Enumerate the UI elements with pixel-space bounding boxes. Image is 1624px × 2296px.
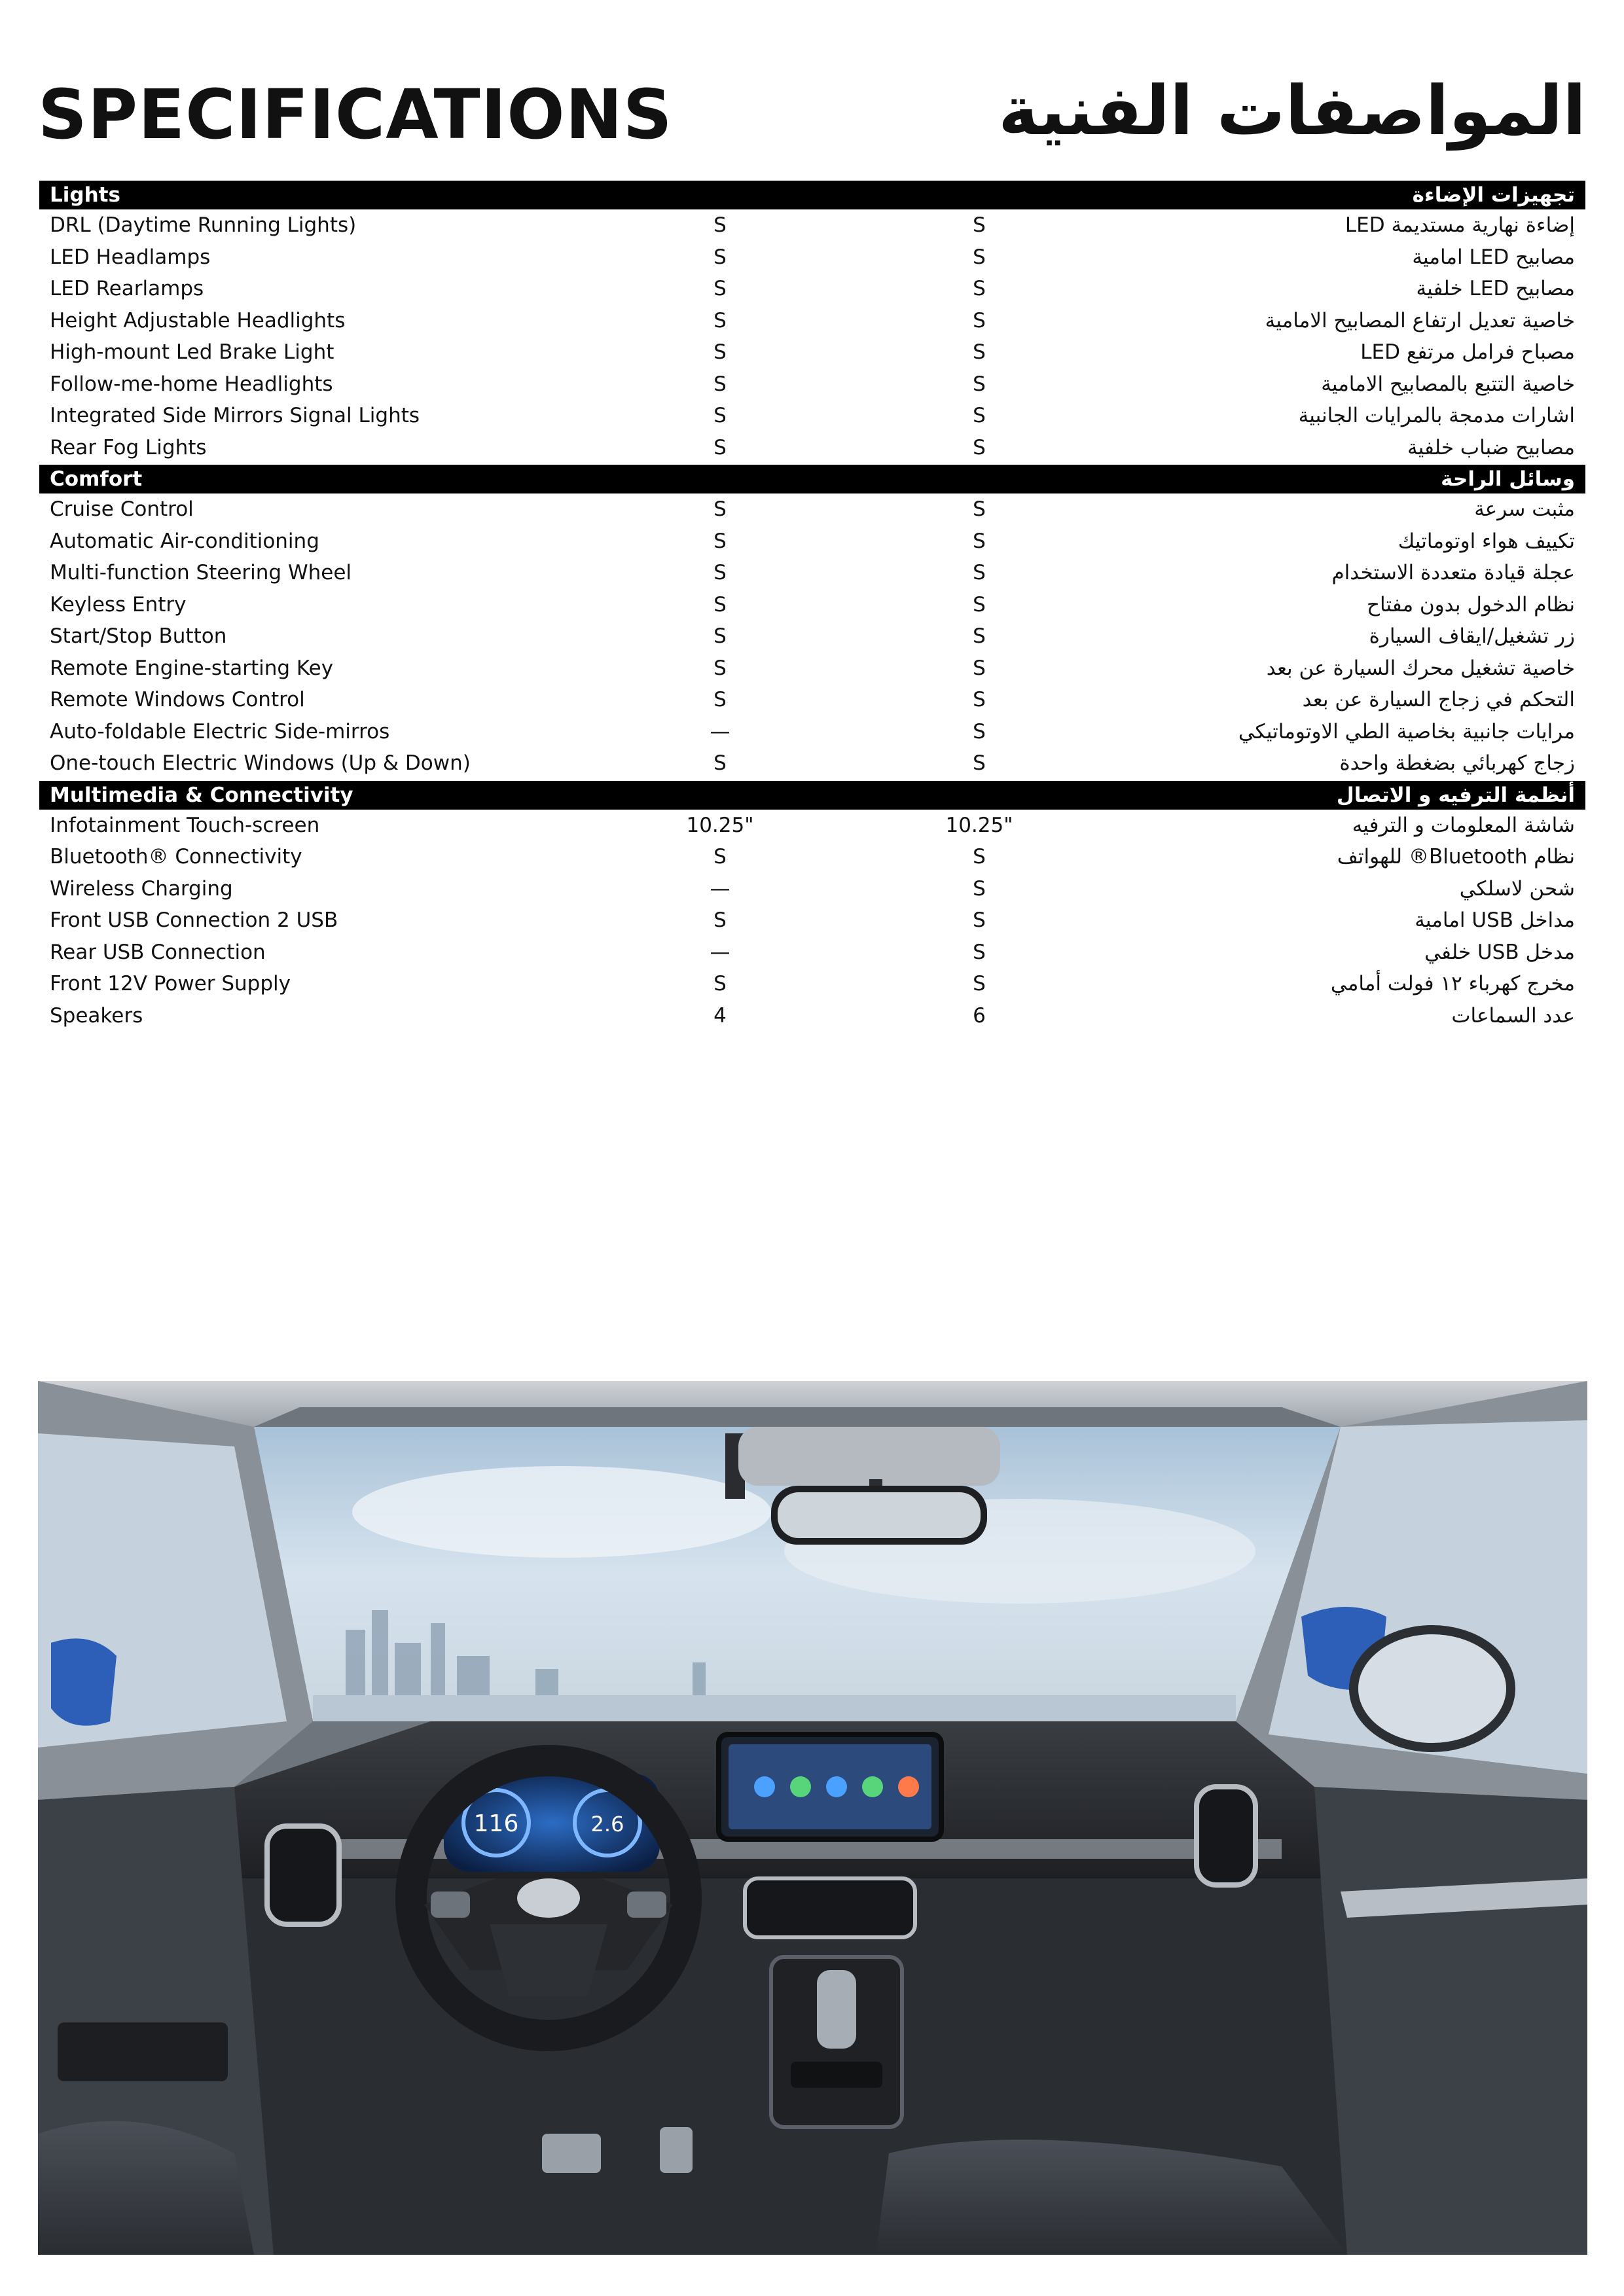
value-variant-1: — xyxy=(710,719,731,744)
table-row xyxy=(39,526,1585,558)
feature-name-ar: خاصية تعديل ارتفاع المصابيح الامامية xyxy=(1265,308,1575,332)
value-variant-1: S xyxy=(713,561,727,585)
value-variant-1: S xyxy=(713,751,727,776)
feature-name-ar: اشارات مدمجة بالمرايات الجانبية xyxy=(1298,404,1575,428)
feature-name-en: Front USB Connection 2 USB xyxy=(50,908,338,933)
table-row xyxy=(39,336,1585,368)
feature-name-en: Cruise Control xyxy=(50,497,194,522)
feature-name-en: Bluetooth® Connectivity xyxy=(50,845,302,869)
section-header xyxy=(39,465,1585,493)
feature-name-en: Remote Engine-starting Key xyxy=(50,656,334,680)
value-variant-1: S xyxy=(713,245,727,269)
value-variant-1: S xyxy=(713,688,727,712)
table-row xyxy=(39,305,1585,337)
feature-name-en: LED Headlamps xyxy=(50,245,211,269)
value-variant-1: 4 xyxy=(713,1003,727,1028)
value-variant-2: S xyxy=(973,719,986,744)
table-row xyxy=(39,368,1585,401)
cluster-value: 2.6 xyxy=(590,1812,624,1837)
section-title-ar: وسائل الراحة xyxy=(1441,467,1575,491)
feature-name-ar: زر تشغيل/ايقاف السيارة xyxy=(1369,624,1575,649)
feature-name-ar: مثبت سرعة xyxy=(1474,497,1575,522)
table-row xyxy=(39,242,1585,274)
section-lights xyxy=(39,181,1585,463)
feature-name-en: Rear USB Connection xyxy=(50,940,266,964)
feature-name-ar: نظام الدخول بدون مفتاح xyxy=(1366,592,1575,617)
table-row xyxy=(39,684,1585,716)
value-variant-2: S xyxy=(973,624,986,649)
section-title-en: Multimedia & Connectivity xyxy=(50,783,353,807)
table-row xyxy=(39,810,1585,842)
table-row xyxy=(39,937,1585,969)
value-variant-2: S xyxy=(973,908,986,933)
feature-name-en: Rear Fog Lights xyxy=(50,435,207,459)
table-row xyxy=(39,493,1585,526)
feature-name-en: LED Rearlamps xyxy=(50,277,204,301)
table-row xyxy=(39,589,1585,621)
cluster-speed: 116 xyxy=(473,1810,519,1837)
table-row xyxy=(39,716,1585,748)
feature-name-ar: عدد السماعات xyxy=(1451,1003,1575,1028)
feature-name-en: Speakers xyxy=(50,1003,143,1028)
feature-name-en: One-touch Electric Windows (Up & Down) xyxy=(50,751,471,776)
value-variant-1: S xyxy=(713,972,727,996)
value-variant-2: 10.25" xyxy=(945,813,1013,837)
table-row xyxy=(39,400,1585,432)
feature-name-ar: خاصية التتبع بالمصابيح الامامية xyxy=(1321,372,1575,396)
value-variant-1: — xyxy=(710,876,731,901)
section-comfort xyxy=(39,465,1585,780)
section-title-en: Comfort xyxy=(50,467,143,491)
value-variant-1: S xyxy=(713,404,727,428)
feature-name-ar: مدخل USB خلفي xyxy=(1424,940,1575,964)
section-header xyxy=(39,781,1585,810)
value-variant-2: S xyxy=(973,656,986,680)
value-variant-1: S xyxy=(713,656,727,680)
interior-photo xyxy=(38,1381,1587,2255)
value-variant-2: S xyxy=(973,404,986,428)
value-variant-2: S xyxy=(973,751,986,776)
feature-name-ar: مصباح فرامل مرتفع LED xyxy=(1360,340,1575,365)
value-variant-1: S xyxy=(713,845,727,869)
section-title-ar: تجهيزات الإضاءة xyxy=(1412,183,1575,207)
table-row xyxy=(39,432,1585,464)
feature-name-en: Height Adjustable Headlights xyxy=(50,308,346,332)
value-variant-1: S xyxy=(713,624,727,649)
value-variant-2: S xyxy=(973,688,986,712)
table-row xyxy=(39,747,1585,780)
feature-name-ar: شحن لاسلكي xyxy=(1459,876,1575,901)
value-variant-1: 10.25" xyxy=(686,813,754,837)
feature-name-en: Wireless Charging xyxy=(50,876,233,901)
feature-name-ar: مرايات جانبية بخاصية الطي الاوتوماتيكي xyxy=(1238,719,1575,744)
feature-name-ar: شاشة المعلومات و الترفيه xyxy=(1352,813,1575,837)
feature-name-ar: مصابيح LED امامية xyxy=(1412,245,1575,269)
page-title-en: SPECIFICATIONS xyxy=(38,75,673,154)
feature-name-en: Integrated Side Mirrors Signal Lights xyxy=(50,404,420,428)
table-row xyxy=(39,653,1585,685)
table-row xyxy=(39,968,1585,1000)
value-variant-2: S xyxy=(973,213,986,238)
value-variant-1: S xyxy=(713,340,727,365)
value-variant-2: S xyxy=(973,277,986,301)
feature-name-ar: مصابيح ضباب خلفية xyxy=(1407,435,1575,459)
value-variant-2: S xyxy=(973,940,986,964)
value-variant-2: S xyxy=(973,435,986,459)
table-row xyxy=(39,209,1585,242)
feature-name-en: Keyless Entry xyxy=(50,592,187,617)
feature-name-en: Automatic Air-conditioning xyxy=(50,529,319,553)
section-title-ar: أنظمة الترفيه و الاتصال xyxy=(1336,783,1575,807)
value-variant-1: S xyxy=(713,435,727,459)
feature-name-en: Infotainment Touch-screen xyxy=(50,813,320,837)
feature-name-en: Multi-function Steering Wheel xyxy=(50,561,352,585)
feature-name-en: High-mount Led Brake Light xyxy=(50,340,334,365)
feature-name-en: Start/Stop Button xyxy=(50,624,227,649)
value-variant-2: 6 xyxy=(973,1003,986,1028)
feature-name-ar: عجلة قيادة متعددة الاستخدام xyxy=(1331,561,1575,585)
table-row xyxy=(39,620,1585,653)
value-variant-1: S xyxy=(713,497,727,522)
feature-name-ar: تكييف هواء اوتوماتيك xyxy=(1398,529,1575,553)
page-title-ar: المواصفات الفنية xyxy=(998,71,1586,151)
value-variant-1: S xyxy=(713,529,727,553)
table-row xyxy=(39,841,1585,873)
section-title-en: Lights xyxy=(50,183,120,207)
value-variant-2: S xyxy=(973,340,986,365)
feature-name-ar: زجاج كهربائي بضغطة واحدة xyxy=(1339,751,1575,776)
value-variant-1: S xyxy=(713,372,727,396)
value-variant-1: S xyxy=(713,908,727,933)
value-variant-2: S xyxy=(973,561,986,585)
feature-name-en: Follow-me-home Headlights xyxy=(50,372,333,396)
feature-name-en: Remote Windows Control xyxy=(50,688,305,712)
feature-name-ar: مخرج كهرباء ١٢ فولت أمامي xyxy=(1330,972,1575,996)
value-variant-2: S xyxy=(973,308,986,332)
value-variant-1: — xyxy=(710,940,731,964)
feature-name-ar: مصابيح LED خلفية xyxy=(1416,277,1575,301)
value-variant-2: S xyxy=(973,245,986,269)
feature-name-en: Front 12V Power Supply xyxy=(50,972,291,996)
value-variant-2: S xyxy=(973,372,986,396)
value-variant-1: S xyxy=(713,277,727,301)
feature-name-en: DRL (Daytime Running Lights) xyxy=(50,213,357,238)
value-variant-2: S xyxy=(973,972,986,996)
value-variant-2: S xyxy=(973,497,986,522)
value-variant-2: S xyxy=(973,845,986,869)
table-row xyxy=(39,873,1585,905)
feature-name-ar: نظام Bluetooth® للهواتف xyxy=(1337,845,1575,869)
section-multimedia xyxy=(39,781,1585,1032)
feature-name-ar: التحكم في زجاج السيارة عن بعد xyxy=(1302,688,1575,712)
value-variant-2: S xyxy=(973,876,986,901)
table-row xyxy=(39,1000,1585,1032)
table-row xyxy=(39,905,1585,937)
table-row xyxy=(39,273,1585,305)
table-row xyxy=(39,557,1585,589)
car-interior-illustration xyxy=(38,1381,1587,2255)
feature-name-ar: إضاءة نهارية مستديمة LED xyxy=(1344,213,1575,238)
value-variant-2: S xyxy=(973,529,986,553)
value-variant-1: S xyxy=(713,308,727,332)
value-variant-1: S xyxy=(713,213,727,238)
feature-name-ar: مداخل USB امامية xyxy=(1415,908,1575,933)
feature-name-ar: خاصية تشغيل محرك السيارة عن بعد xyxy=(1266,656,1575,680)
value-variant-1: S xyxy=(713,592,727,617)
feature-name-en: Auto-foldable Electric Side-mirros xyxy=(50,719,390,744)
value-variant-2: S xyxy=(973,592,986,617)
section-header xyxy=(39,181,1585,209)
specifications-table xyxy=(39,181,1585,1033)
